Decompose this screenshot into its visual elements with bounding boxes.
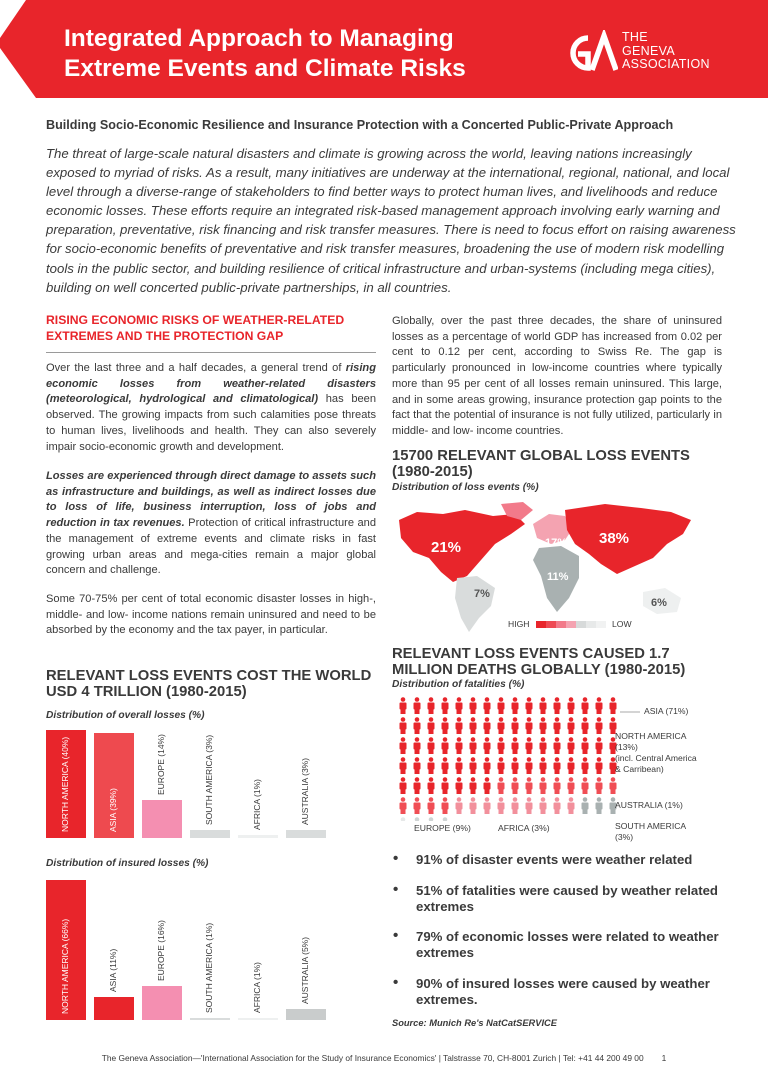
deaths-heading: RELEVANT LOSS EVENTS CAUSED 1.7 MILLION DEATHS GLOBALLY (1980-2015) [392,646,686,678]
person-icon [456,777,463,794]
person-icon [526,737,533,754]
bar-europe [142,800,182,838]
person-icon [568,737,575,754]
insured-losses-title: Distribution of insured losses (%) [46,858,209,869]
overall-losses-chart [46,730,336,840]
person-icon [428,737,435,754]
person-icon [582,697,589,714]
person-icon [400,757,407,774]
person-icon [484,737,491,754]
person-icon [498,777,505,794]
key-fact-item: • 79% of economic losses were related to weather extremes [390,929,740,961]
person-icon [484,757,491,774]
person-icon [596,717,603,734]
person-icon [470,717,477,734]
person-icon [400,817,407,821]
person-icon [484,797,491,814]
person-icon [568,777,575,794]
section-heading: RISING ECONOMIC RISKS OF WEATHER-RELATED EXTREMES AND THE PROTECTION GAP [46,313,376,353]
logo-text-line-1: THE [622,30,648,44]
bar-south-america [190,1018,230,1020]
person-icon [540,757,547,774]
person-icon [414,797,421,814]
legend-swatch [586,621,596,628]
person-icon [470,697,477,714]
person-icon [596,697,603,714]
legend-swatch [596,621,606,628]
pictogram-svg [398,697,638,821]
world-map [395,500,695,635]
title-line-1: Integrated Approach to Managing [64,25,454,52]
legend-swatch [546,621,556,628]
person-icon [442,797,449,814]
person-icon [568,717,575,734]
bar-label: AFRICA (1%) [252,779,262,831]
overall-losses-title: Distribution of overall losses (%) [46,710,205,721]
ga-logo-icon [562,30,618,76]
bar-label: AUSTRALIA (3%) [300,757,310,825]
person-icon [470,777,477,794]
map-label-australia: 6% [651,597,667,609]
person-icon [428,797,435,814]
person-icon [400,697,407,714]
logo-text [622,31,710,72]
person-icon [442,757,449,774]
person-icon [512,797,519,814]
left-paragraph-3: Some 70-75% per cent of total economic disaster losses in high-, middle- and low- income nations remain uninsured and need to be absorbed by the economy and the tax payer, in particular. [46,593,376,637]
person-icon [484,697,491,714]
legend-swatch [576,621,586,628]
title-line-2: Extreme Events and Climate Risks [64,55,466,82]
bar-label: SOUTH AMERICA (3%) [204,734,214,825]
bar-label: EUROPE (16%) [156,920,166,982]
legend-low-label: LOW [612,619,632,629]
person-icon [456,697,463,714]
bar-label: EUROPE (14%) [156,734,166,796]
person-icon [526,797,533,814]
fatalities-title: Distribution of fatalities (%) [392,679,525,690]
person-icon [456,717,463,734]
bar-africa [238,1018,278,1020]
bar-europe [142,986,182,1020]
person-icon [414,777,421,794]
person-icon [540,797,547,814]
map-label-north-america: 21% [431,539,462,556]
bar-label: ASIA (39%) [108,788,118,832]
legend-swatch [536,621,546,628]
person-icon [526,777,533,794]
bar-label: NORTH AMERICA (66%) [60,918,70,1014]
person-icon [512,757,519,774]
bar-label: AUSTRALIA (5%) [300,937,310,1005]
fatalities-pictogram [398,697,638,821]
left-paragraph-2: Losses are experienced through direct damage to assets such as infrastructure and buildings, as well as indirect losses due to loss of life, business interruption, loss of jobs and reduction in tax revenues. Protection of critical infrastructure and the management of extreme events and climate risks in fast growing urban areas and mega-cities remain a major global concern and challenge. [46,470,376,577]
legend-swatches [536,621,606,628]
legend-swatch [566,621,576,628]
person-icon [568,697,575,714]
bar-australia [286,830,326,838]
person-icon [554,777,561,794]
person-icon [484,717,491,734]
person-icon [582,737,589,754]
person-icon [484,777,491,794]
person-icon [540,777,547,794]
person-icon [540,717,547,734]
header-banner [0,0,768,98]
person-icon [414,697,421,714]
person-icon [428,697,435,714]
bar-australia [286,1009,326,1020]
person-icon [526,717,533,734]
person-icon [596,757,603,774]
person-icon [540,697,547,714]
person-icon [400,777,407,794]
legend-swatch [556,621,566,628]
person-icon [554,737,561,754]
person-icon [456,757,463,774]
loss-events-title: Distribution of loss events (%) [392,482,539,493]
map-label-africa: 11% [547,571,569,583]
person-icon [442,717,449,734]
label-asia: ASIA (71%) [644,706,689,716]
right-paragraph-1: Globally, over the past three decades, the share of uninsured losses as a percentage of world GDP has increased from 0.02 per cent to 0.12 per cent, according to Swiss Re. The gap is particularly pronounced in low-income countries where typically more than 95 per cent of all losses remain uninsured. This large, and in some areas growing, insurance protection gap points to the fact that the potential of insurance is not fully utilized, particularly in middle- and low- income countries. [392,315,722,437]
map-label-south-america: 7% [474,588,490,600]
bar-south-america [190,830,230,838]
key-fact-item: • 51% of fatalities were caused by weather related extremes [390,883,740,915]
world-map-chart [395,500,695,635]
label-south-america: SOUTH AMERICA (3%) [615,821,687,842]
person-icon [554,757,561,774]
page-title [64,24,466,84]
person-icon [512,777,519,794]
person-icon [442,697,449,714]
person-icon [442,817,449,821]
person-icon [414,737,421,754]
intro-paragraph: The threat of large-scale natural disasters and climate is growing across the world, leaving nations increasingly exposed to myriad of risks. As a result, many initiatives are underway at the international, regional, national, and local level through a diverse-range of stakeholders to find better ways to protect human lives, and livelihoods and reduce economic losses. These efforts require an integrated risk-based management approach involving early warning and preparation, preventative, risk financing and risk transfer measures. There is need to focus effort on raising awareness for socio-economic benefits of preventative and risk transfer measures, broadening the use of modern risk modelling tools in the public sector, and building resilience of critical infrastructure and urban-systems (including mega cities), building on well concerted public-private partnerships, in all countries. [46,146,736,295]
map-label-europe: 17% [545,537,568,549]
cost-heading: RELEVANT LOSS EVENTS COST THE WORLD USD 4 TRILLION (1980-2015) [46,668,372,700]
person-icon [512,697,519,714]
footer [0,1053,768,1063]
key-fact-item: • 91% of disaster events were weather related [390,852,740,868]
left-paragraph-1: Over the last three and a half decades, a general trend of rising economic losses from weather-related disasters (meteorological, hydrological and climatological) has been observed. The growing impacts from such calamities pose threats to human lives, livelihoods and health. They can also severely impair socio-economic growth and development. [46,362,376,453]
person-icon [414,757,421,774]
bar-label: ASIA (11%) [108,948,118,992]
person-icon [554,717,561,734]
person-icon [554,797,561,814]
logo-text-line-2: GENEVA [622,43,675,58]
person-icon [400,737,407,754]
person-icon [442,737,449,754]
person-icon [582,757,589,774]
bar-label: SOUTH AMERICA (1%) [204,922,214,1013]
map-label-asia: 38% [599,530,630,547]
map-legend [508,619,648,631]
asia-leader-line [620,710,640,714]
person-icon [456,797,463,814]
page-number: 1 [661,1053,667,1063]
key-facts-list [390,852,740,1022]
person-icon [540,737,547,754]
geneva-association-logo [562,30,742,76]
person-icon [526,757,533,774]
person-icon [428,817,435,821]
person-icon [498,697,505,714]
person-icon [568,757,575,774]
footer-text: The Geneva Association—'International Association for the Study of Insurance Economics' | Talstrasse 70, CH-8001 Zurich | Tel: +41 44 200 49 00 [101,1053,644,1063]
bar-africa [238,835,278,838]
label-africa: AFRICA (3%) [498,823,550,833]
person-icon [582,777,589,794]
insured-losses-chart [46,880,336,1022]
label-europe: EUROPE (9%) [414,823,471,833]
person-icon [512,717,519,734]
south-america-region [455,576,495,632]
person-icon [442,777,449,794]
person-icon [596,777,603,794]
person-icon [470,757,477,774]
events-heading: 15700 RELEVANT GLOBAL LOSS EVENTS (1980-2015) [392,448,690,480]
person-icon [596,797,603,814]
source-note: Source: Munich Re's NatCatSERVICE [392,1018,557,1028]
person-icon [400,797,407,814]
north-america-region [399,510,525,582]
person-icon [582,797,589,814]
person-icon [568,797,575,814]
bar-label: NORTH AMERICA (40%) [60,736,70,832]
person-icon [414,717,421,734]
key-fact-item: • 90% of insured losses were caused by weather extremes. [390,976,740,1008]
person-icon [428,717,435,734]
label-australia: AUSTRALIA (1%) [615,800,683,810]
person-icon [400,717,407,734]
person-icon [526,697,533,714]
bar-asia [94,997,134,1020]
person-icon [498,717,505,734]
person-icon [498,757,505,774]
bar-label: AFRICA (1%) [252,961,262,1013]
person-icon [582,717,589,734]
person-icon [470,797,477,814]
subtitle: Building Socio-Economic Resilience and Insurance Protection with a Concerted Public-Private Approach [46,118,674,132]
person-icon [498,737,505,754]
person-icon [428,777,435,794]
person-icon [470,737,477,754]
label-north-america: NORTH AMERICA (13%) (incl. Central America & Carribean) [615,731,697,774]
person-icon [512,737,519,754]
person-icon [498,797,505,814]
logo-text-line-3: ASSOCIATION [622,57,710,71]
person-icon [414,817,421,821]
person-icon [610,777,617,794]
person-icon [596,737,603,754]
legend-high-label: HIGH [508,619,530,629]
person-icon [610,697,617,714]
person-icon [428,757,435,774]
person-icon [456,737,463,754]
person-icon [554,697,561,714]
